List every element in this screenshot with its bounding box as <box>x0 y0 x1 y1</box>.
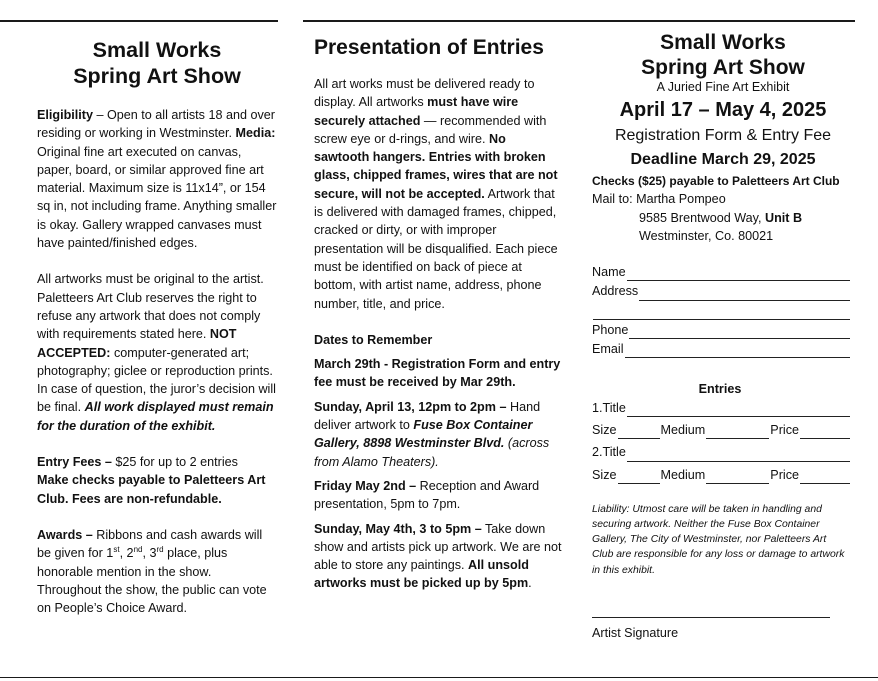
entry2-size-label: Size <box>592 467 617 482</box>
mail-address-unit: Unit B <box>765 210 803 225</box>
sep-2: , 3 <box>142 546 157 561</box>
entry2-title-field[interactable] <box>627 448 850 462</box>
form-title-line1: Small Works <box>660 31 786 54</box>
media-label: Media: <box>235 126 276 141</box>
form-title-line2: Spring Art Show <box>641 56 805 79</box>
entry2-medium-label: Medium <box>660 467 706 482</box>
awards-text-1: Ribbons and cash awards will be given for 1 <box>37 527 263 561</box>
date-march <box>314 355 562 392</box>
show-dates: April 17 – May 4, 2025 <box>619 99 827 121</box>
make-checks-text: Make checks payable to Paletteers Art Club. Fees are non-refundable. <box>37 473 266 506</box>
mail-to: Mail to: Martha Pompeo <box>592 192 726 207</box>
dates-heading: Dates to Remember <box>314 332 433 347</box>
registration-form-heading: Registration Form & Entry Fee <box>614 127 832 144</box>
show-title-line2: Spring Art Show <box>73 63 241 88</box>
deadline: Deadline March 29, 2025 <box>630 151 816 168</box>
presentation-paragraph <box>314 75 562 313</box>
original-paragraph <box>37 270 277 435</box>
gallery-name: Fuse Box Container Gallery, 8898 Westminster Blvd. <box>314 418 533 451</box>
date3-label: Friday May 2nd – <box>314 478 417 493</box>
name-row <box>592 263 850 281</box>
date-may2 <box>314 477 562 514</box>
entry1-title-field[interactable] <box>627 403 850 417</box>
form-title <box>592 30 854 80</box>
phone-label: Phone <box>592 322 629 337</box>
name-label: Name <box>592 265 626 280</box>
media-text: Original fine art executed on canvas, paper, board, or similar approved fine art material. Maximum size is 11x14”, or 154 sq in, not including frame. Anything smaller is okay. Gallery wrapped canvases must have painted/finished edges. <box>37 144 277 251</box>
entry1-details-row <box>592 421 850 439</box>
p1-b: must have wire securely attached <box>314 95 519 128</box>
original-text: All artworks must be original to the artist. Paletteers Art Club reserves the right to refuse any artwork that does not comply with requirements stated here. <box>37 272 264 342</box>
entries-heading: Entries <box>698 382 742 397</box>
entry1-medium-field[interactable] <box>706 425 769 439</box>
address-row-2 <box>592 302 850 320</box>
entry2-title-row <box>592 443 850 461</box>
entry1-size-label: Size <box>592 422 617 437</box>
mail-address-1 <box>592 209 854 227</box>
entry2-price-field[interactable] <box>800 470 850 484</box>
entry1-medium-label: Medium <box>660 422 706 437</box>
mail-address-2: Westminster, Co. 80021 <box>639 228 774 243</box>
email-field[interactable] <box>625 344 851 358</box>
contact-fields <box>592 263 850 358</box>
date4-bold: All unsold artworks must be picked up by 5pm <box>314 558 529 591</box>
p1-a: All art works must be delivered ready to display. All artworks <box>314 77 535 110</box>
eligibility-text: – Open to all artists 18 and over residing or working in Westminster. <box>37 108 275 141</box>
date3-text: Reception and Award presentation, 5pm to 7pm. <box>314 478 540 512</box>
show-title-line1: Small Works <box>92 38 222 62</box>
eligibility-paragraph <box>37 106 277 252</box>
awards-text-2: place, plus honorable mention in the show. Throughout the show, the public can vote on People’s Choice Award. <box>37 546 267 616</box>
entry2-details-row <box>592 466 850 484</box>
signature-line[interactable] <box>592 604 830 618</box>
date2-text: Hand deliver artwork to <box>314 399 541 433</box>
entry-fees-paragraph <box>37 453 277 508</box>
gallery-note: (across from Alamo Theaters). <box>314 436 550 469</box>
awards-label: Awards – <box>37 527 93 542</box>
not-accepted-text: computer-generated art; photography; giclee or reproduction prints. In case of question, the juror’s decision will be final. <box>37 345 276 415</box>
eligibility-label: Eligibility <box>37 108 93 122</box>
checks-payable: Checks ($25) payable to Paletteers Art Club <box>592 174 840 188</box>
column-registration <box>592 0 854 642</box>
entry1-title-row <box>592 399 850 417</box>
column-presentation <box>314 0 562 593</box>
sup-nd: nd <box>133 545 143 555</box>
p1-c: — recommended with screw eye or d-rings, and wire. <box>314 113 547 146</box>
duration-notice: All work displayed must remain for the duration of the exhibit. <box>37 400 274 433</box>
liability-notice: Liability: Utmost care will be taken in handling and securing artwork. Neither the Fuse Box Container Gallery, The City of Westminster, nor Paletteers Art Club are responsible for any loss or damage to artwork in this exhibit. <box>592 503 845 576</box>
date4-label: Sunday, May 4th, 3 to 5pm – <box>314 521 482 536</box>
column-rules <box>37 0 277 617</box>
entry2-size-field[interactable] <box>618 470 660 484</box>
entry-fees-text: $25 for up to 2 entries <box>111 455 238 470</box>
signature-label: Artist Signature <box>592 625 679 640</box>
form-subtitle: A Juried Fine Art Exhibit <box>656 80 790 94</box>
mail-address-street: 9585 Brentwood Way, <box>639 210 766 225</box>
show-title <box>37 38 277 89</box>
p1-d: No sawtooth hangers. Entries with broken glass, chipped frames, wires that are not secure, will not be accepted. <box>314 131 558 201</box>
entry1-size-field[interactable] <box>618 425 660 439</box>
name-field[interactable] <box>627 267 850 281</box>
entry1-price-field[interactable] <box>800 425 850 439</box>
address-label: Address <box>592 284 639 299</box>
entry2-title-label: 2.Title <box>592 445 626 460</box>
awards-paragraph <box>37 526 277 617</box>
date4-text: Take down show and artists pick up artwork. We are not able to store any paintings. <box>314 521 562 573</box>
sup-rd: rd <box>156 545 164 555</box>
not-accepted-label: NOT ACCEPTED: <box>37 327 237 360</box>
address-field[interactable] <box>639 287 850 301</box>
date2-label: Sunday, April 13, 12pm to 2pm – <box>314 399 507 414</box>
phone-row <box>592 321 850 339</box>
date-may4 <box>314 520 562 593</box>
email-label: Email <box>592 342 624 357</box>
p1-e: Artwork that is delivered with damaged frames, chipped, cracked or dirty, or with improper presentation will be disqualified. Each piece must be identified on back of piece at bottom, with artist name, address, phone number, title, and price. <box>314 186 558 311</box>
entry2-medium-field[interactable] <box>706 470 769 484</box>
date1-text: March 29th - Registration Form and entry fee must be received by Mar 29th. <box>314 357 561 390</box>
bottom-rule <box>0 677 878 678</box>
address-field-2[interactable] <box>593 306 850 320</box>
email-row <box>592 340 850 358</box>
phone-field[interactable] <box>629 325 850 339</box>
presentation-title: Presentation of Entries <box>314 36 544 59</box>
entries-fields <box>592 399 850 484</box>
address-row <box>592 282 850 300</box>
sup-st: st <box>113 545 120 555</box>
entry-fees-label: Entry Fees – <box>37 455 112 470</box>
entry2-price-label: Price <box>770 467 799 482</box>
date-april <box>314 398 562 471</box>
entry1-title-label: 1.Title <box>592 400 626 415</box>
entry1-price-label: Price <box>770 422 799 437</box>
date4-end: . <box>528 576 532 591</box>
sep-1: , 2 <box>119 546 134 561</box>
